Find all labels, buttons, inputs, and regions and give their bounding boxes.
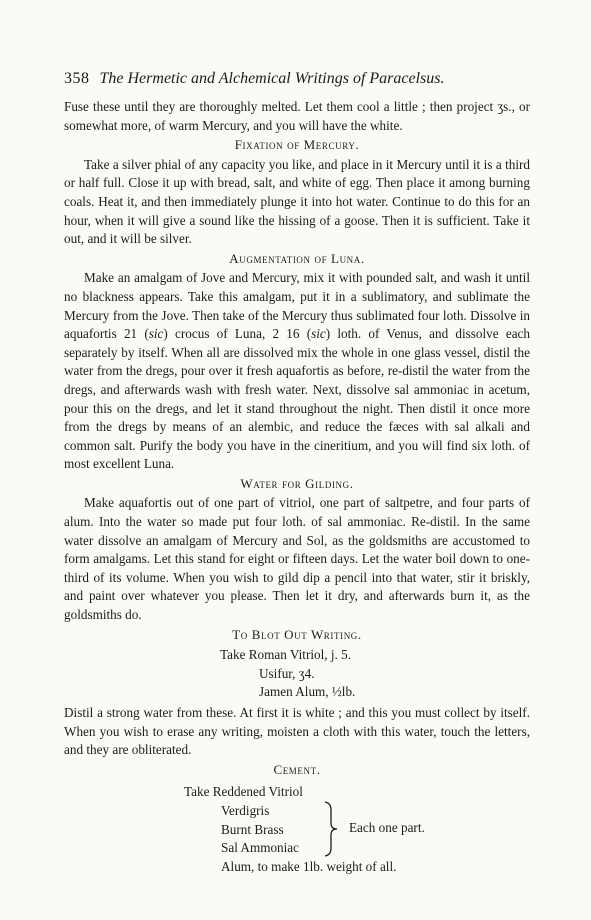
augmentation-heading: Augmentation of Luna. [229, 250, 365, 266]
fixation-heading: Fixation of Mercury. [234, 137, 360, 153]
fixation-paragraph: Take a silver phial of any capacity you like, and place in it Mercury until it is a third or half full. Close it up with bread, salt, and white of egg. Then place it among burning coals. Heat it, and then immediately plunge it into hot water. Continue to do this for an hour, when it will give a sound like the hissing of a goose. Then it is sufficient. Take it out, and it will be silver. [64, 156, 530, 247]
recipe-line: Usifur, ʒ4. [259, 665, 315, 681]
curly-brace-icon [322, 801, 340, 857]
page-body [64, 98, 530, 889]
running-header [64, 70, 534, 88]
recipe-line: Take Reddened Vitriol [184, 784, 303, 800]
running-title: The Hermetic and Alchemical Writings of Paracelsus. [99, 70, 445, 87]
gilding-paragraph: Make aquafortis out of one part of vitriol, one part of saltpetre, and four parts of alum. Into the water so made put four loth. of sal ammoniac. Re-distil. In the same water dissolve an amalgam of Mercury and Sol, as the goldsmiths are accustomed to form amalgams. Let this stand for eight or fifteen days. Let the water boil down to one-third of its volume. When you wish to gild dip a pencil into that water, stir it briskly, and paint over whatever you please. Then let it dry, and afterwards burn it, as the goldsmiths do. [64, 495, 530, 623]
blot-paragraph: Distil a strong water from these. At first it is white ; and this you must collect by itself. When you wish to erase any writing, moisten a cloth with this water, touch the letters, and they are obliterated. [64, 705, 530, 758]
augmentation-paragraph: Make an amalgam of Jove and Mercury, mix it with pounded salt, and wash it until no blackness appears. Take this amalgam, put it in a sublimatory, and sublimate the Mercury from the Jove. Then take of the Mercury thus sublimated four loth. Dissolve in aquafortis 21 (sic) crocus of Luna, 2 16 (sic) loth. of Venus, and dissolve each separately by itself. When all are dissolved mix the whole in one glass vessel, distil the water from the dregs, pour over it fresh aquafortis as before, re-distil the water from the dregs, and afterwards wash with fresh water. Next, dissolve sal ammoniac in acetum, pour this on the dregs, and let it stand throughout the night. Then distil it once more from the dregs by means of an alembic, and reduce the fæces with sal alkali and common salt. Purify the body you have in the cineritium, and you will find six loth. of most excellent Luna. [64, 270, 530, 472]
recipe-line: Burnt Brass [221, 821, 284, 837]
sic-note: sic [148, 326, 164, 342]
recipe-line: Take Roman Vitriol, j. 5. [220, 647, 351, 663]
intro-paragraph: Fuse these until they are thoroughly melted. Let them cool a little ; then project ʒs., or somewhat more, of warm Mercury, and you will have the white. [64, 99, 530, 133]
cement-heading: Cement. [273, 761, 321, 777]
recipe-line: Verdigris [221, 802, 270, 818]
recipe-line: Jamen Alum, ½lb. [259, 684, 356, 700]
blot-recipe [220, 646, 530, 702]
page-number: 358 [64, 70, 90, 87]
recipe-line: Sal Ammoniac [221, 840, 300, 856]
gilding-heading: Water for Gilding. [240, 475, 354, 491]
each-one-part-note: Each one part. [349, 820, 425, 836]
sic-note: sic [311, 326, 326, 342]
cement-recipe [64, 783, 530, 889]
blot-heading: To Blot Out Writing. [232, 626, 362, 642]
recipe-line: Alum, to make 1lb. weight of all. [221, 858, 397, 874]
